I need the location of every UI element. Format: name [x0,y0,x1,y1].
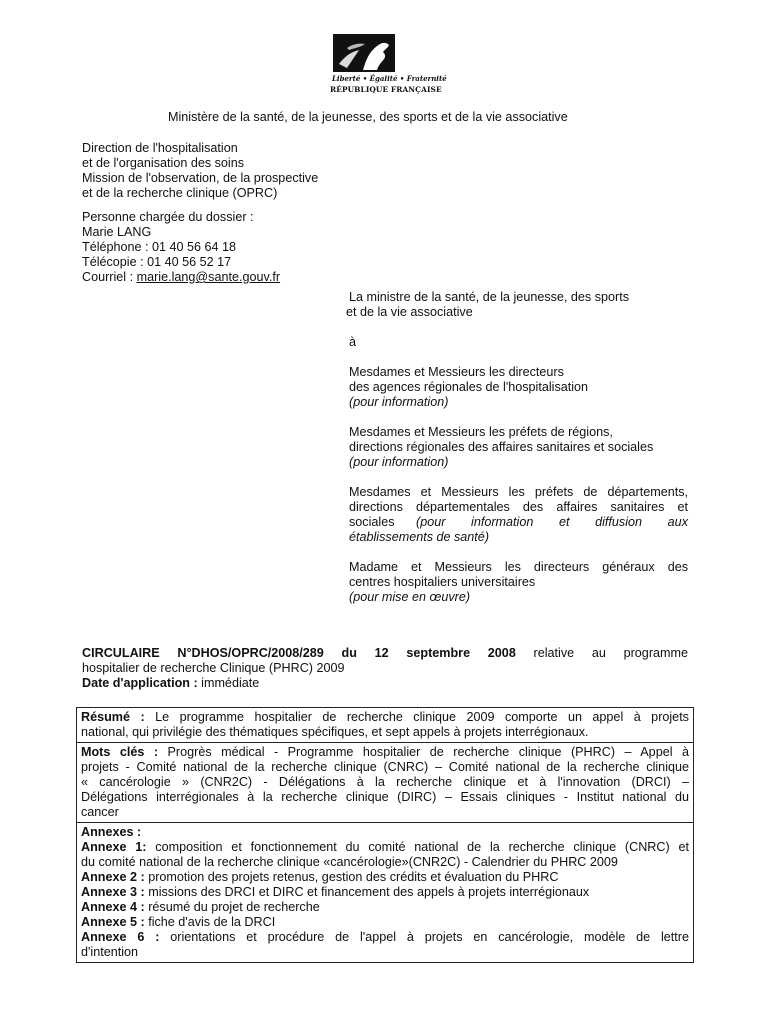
annex-text: fiche d'avis de la DRCI [144,915,276,929]
recipient-note: (pour mise en œuvre) [349,590,471,604]
to-word: à [349,335,357,349]
annex-label: Annexe 3 : [81,885,145,899]
keywords-line: cancer [81,805,119,819]
addressee-block [346,290,688,620]
annex-item: d'intention [81,945,139,959]
annex-item [81,885,689,900]
circulaire-reference [82,646,688,691]
annex-label: Annexe 4 : [81,900,145,914]
annex-text: missions des DRCI et DIRC et financement des appels à projets interrégionaux [144,885,590,899]
annex-label: Annexe 1: [81,840,147,854]
contact-fax: Télécopie : 01 40 56 52 17 [82,255,232,269]
annex-item [81,870,689,885]
circulaire-title [82,646,688,661]
contact-name: Marie LANG [82,225,152,239]
recipient-group [349,425,688,470]
keywords-label: Mots clés : [81,745,159,759]
recipient-line: directions régionales des affaires sanitaires et sociales [349,440,654,454]
keywords-line: Délégations interrégionales à la recherche clinique (DIRC) – Essais cliniques - Institut national du [81,790,689,804]
direction-block [82,141,318,201]
contact-email-row [82,270,280,285]
keywords-line: projets - Comité national de la recherche clinique (CNRC) – Comité national de la recherche clinique [81,760,689,774]
recipient-group [349,560,688,605]
annex-item: du comité national de la recherche clinique «cancérologie»(CNR2C) - Calendrier du PHRC 2009 [81,855,618,869]
annex-label: Annexe 2 : [81,870,145,884]
contact-label: Personne chargée du dossier : [82,210,254,224]
recipient-note: (pour information) [349,455,449,469]
direction-line: Mission de l'observation, de la prospective [82,171,319,185]
direction-line: et de la recherche clinique (OPRC) [82,186,278,200]
annex-item [81,840,689,855]
keywords-line [81,745,689,760]
annex-text: résumé du projet de recherche [144,900,320,914]
recipient-line: directions départementales des affaires sanitaires et [349,500,688,514]
recipients-to [349,335,688,350]
resume-line: national, qui privilégie des thématiques spécifiques, et sept appels à projets interrégionaux. [81,725,589,739]
recipient-note: (pour information) [349,395,449,409]
motto-text: Liberté • Égalité • Fraternité [332,74,447,83]
recipient-group [349,485,688,545]
recipient-line: Mesdames et Messieurs les directeurs [349,365,564,379]
recipient-line: centres hospitaliers universitaires [349,575,536,589]
resume-section [77,708,693,743]
annex-item [81,915,689,930]
email-label: Courriel : [82,270,137,284]
recipient-line: Madame et Messieurs les directeurs généraux des [349,560,688,574]
republique-francaise-text: RÉPUBLIQUE FRANÇAISE [330,85,442,94]
recipient-line: Mesdames et Messieurs les préfets de départements, [349,485,688,499]
annex-text: promotion des projets retenus, gestion des crédits et évaluation du PHRC [144,870,559,884]
republique-francaise-logo [330,34,450,96]
resume-text: Le programme hospitalier de recherche clinique 2009 comporte un appel à projets [144,710,689,724]
resume-label: Résumé : [81,710,145,724]
recipient-word: sociales [349,515,395,529]
annex-text: orientations et procédure de l'appel à projets en cancérologie, modèle de lettre [159,930,689,944]
sender-line: et de la vie associative [346,305,473,319]
marianne-emblem [333,34,395,72]
keywords-text: Progrès médical - Programme hospitalier de recherche clinique (PHRC) – Appel à [158,745,689,759]
resume-line [81,710,689,725]
circulaire-number: CIRCULAIRE N°DHOS/OPRC/2008/289 du 12 septembre 2008 [82,646,516,660]
direction-line: Direction de l'hospitalisation [82,141,238,155]
ministry-header: Ministère de la santé, de la jeunesse, des sports et de la vie associative [168,110,568,124]
annex-label: Annexe 6 : [81,930,160,944]
sender-line: La ministre de la santé, de la jeunesse, des sports [349,290,630,304]
annex-item [81,930,689,945]
keywords-line: « cancérologie » (CNR2C) - Délégations à la recherche clinique et à l'innovation (DRCI) – [81,775,689,789]
annex-text: composition et fonctionnement du comité national de la recherche clinique (CNRC) et [146,840,689,854]
annexes-section [77,823,693,962]
sender [346,290,688,320]
contact-phone: Téléphone : 01 40 56 64 18 [82,240,237,254]
annex-label: Annexe 5 : [81,915,145,929]
circulaire-subject: relative au programme [515,646,688,660]
circulaire-subject-line2: hospitalier de recherche Clinique (PHRC) 2009 [82,661,345,675]
recipient-group [349,365,688,410]
date-value: immédiate [197,676,260,690]
recipient-line: Mesdames et Messieurs les préfets de régions, [349,425,613,439]
email-link[interactable]: marie.lang@sante.gouv.fr [136,270,281,284]
application-date [82,676,688,691]
keywords-section [77,743,693,823]
annexes-label: Annexes : [81,825,142,839]
annex-item [81,900,689,915]
date-label: Date d'application : [82,676,198,690]
recipient-note-part: (pour information et diffusion aux [416,515,688,529]
recipient-line [349,515,688,530]
contact-block [82,210,280,285]
summary-box [76,707,694,963]
recipient-line: des agences régionales de l'hospitalisation [349,380,589,394]
direction-line: et de l'organisation des soins [82,156,245,170]
recipient-note: établissements de santé) [349,530,490,544]
